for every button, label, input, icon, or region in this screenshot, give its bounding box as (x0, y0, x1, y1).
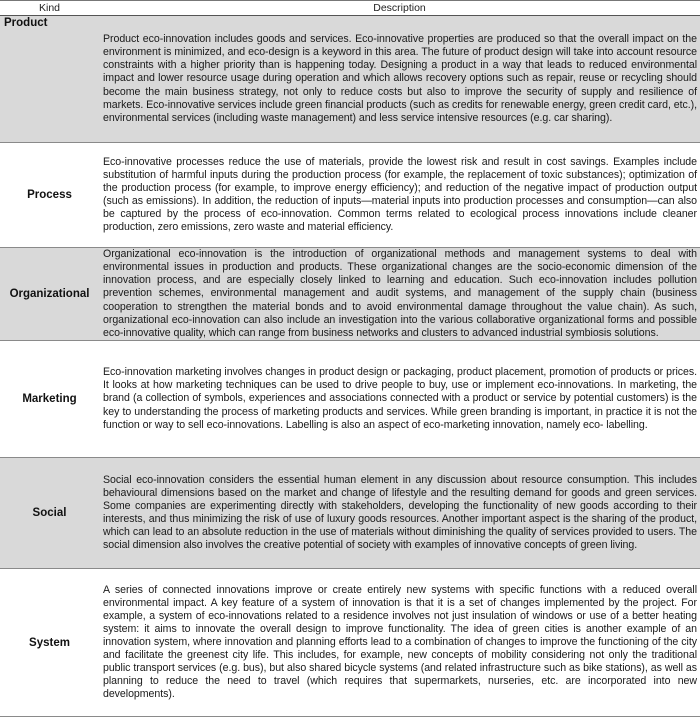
table-row-product (0, 16, 700, 143)
kind-column-header: Kind (0, 1, 99, 16)
kind-cell-organizational: Organizational (0, 248, 99, 341)
kind-cell-process: Process (0, 143, 99, 248)
kind-cell-system: System (0, 569, 99, 717)
description-cell-organizational: Organizational eco-innovation is the introduction of organizational methods and management systems to deal with environmental issues in production and products. These organizational changes are the socio-economic dimension of the innovation process, and are especially closely linked to learning and education. Such eco-innovation includes pollution prevention schemes, environmental management and audit systems, and management of the supply chain (business cooperation to strengthen the material bonds and to avoid environmental damage throughout the value chain). As such, organizational eco-innovation can also include an investigation into the various collaborative organizational forms and possible eco-innovative quality, which can range from business networks and clusters to advanced industrial symbiosis solutions. (99, 248, 700, 341)
kind-cell-product: Product (0, 16, 99, 143)
description-cell-marketing: Eco-innovation marketing involves changes in product design or packaging, product placement, promotion of products or prices. It looks at how marketing techniques can be used to drive people to buy, use or implement eco-innovations. In marketing, the brand (a collection of symbols, experiences and associations connected with a product or service by potential customers) is the key to understanding the process of marketing products and services. While green branding is important, in practice it is not the function or way to sell eco-innovations. Labelling is also an aspect of eco-marketing innovation, namely eco- labelling. (99, 341, 700, 458)
table-row-social (0, 458, 700, 569)
description-cell-process: Eco-innovative processes reduce the use of materials, provide the lowest risk and result in cost savings. Examples include substitution of harmful inputs during the production process (for example, the replacement of toxic substances); optimization of the production process (for example, to improve energy efficiency); and reduction of the negative impact of production output (such as emissions). In addition, the reduction of inputs—material inputs into production processes and consumption—can also be captured by the process of eco-innovation. Common terms related to ecological process innovations include cleaner production, zero emissions, zero waste and material efficiency. (99, 143, 700, 248)
table-row-system (0, 569, 700, 717)
kind-cell-social: Social (0, 458, 99, 569)
table-row-process (0, 143, 700, 248)
description-cell-system: A series of connected innovations improve or create entirely new systems with specific functions with a reduced overall environmental impact. A key feature of a system of innovation is that it is a set of changes implemented by the project. For example, a system of eco-innovations related to a residence involves not just insulation of windows or use of a better heating system: it aims to innovate the overall design to improve functionality. The idea of green cities is another example of an innovation system, where innovation and planning efforts lead to a combination of changes to improve the functioning of the city and facilitate the greenest city life. This includes, for example, new concepts of mobility considering not only the traditional public transport services (e.g. bus), but also shared bicycle systems (and related infrastructure such as bike stations), as well as planning to reduce the need to travel (which requires that supermarkets, nurseries, etc. are incorporated into new developments). (99, 569, 700, 717)
table-row-marketing (0, 341, 700, 458)
description-cell-social: Social eco-innovation considers the essential human element in any discussion about resource consumption. This includes behavioural dimensions based on the market and change of lifestyle and the resulting demand for goods and green services. Some companies are experimenting directly with stakeholders, developing the functionality of new goods according to their interests, and thus minimizing the risk of use of luxury goods resources. Another important aspect is the sharing of the product, which can lead to an absolute reduction in the use of materials without diminishing the quality of services provided to users. The social dimension also involves the creative potential of society with examples of innovative concepts of green living. (99, 458, 700, 569)
table-row-organizational (0, 248, 700, 341)
kind-cell-marketing: Marketing (0, 341, 99, 458)
table-header-row (0, 1, 700, 16)
description-column-header: Description (99, 1, 700, 16)
description-cell-product: Product eco-innovation includes goods and services. Eco-innovative properties are produced so that the overall impact on the environment is minimized, and eco-design is a keyword in this area. The future of product design will take into account resource constraints with a higher priority than is happening today. Designing a product in a way that leads to reduced environmental impact and lower resource usage during operation and which allows recovery options such as repair, reuse or recycling should become the main business strategy, not only to reduce costs but also to improve the security of supply and resilience of markets. Eco-innovative services include green financial products (such as credits for renewable energy, green credit card, etc.), environmental services (including waste management) and less service intensive resources (e.g. car sharing). (99, 16, 700, 143)
